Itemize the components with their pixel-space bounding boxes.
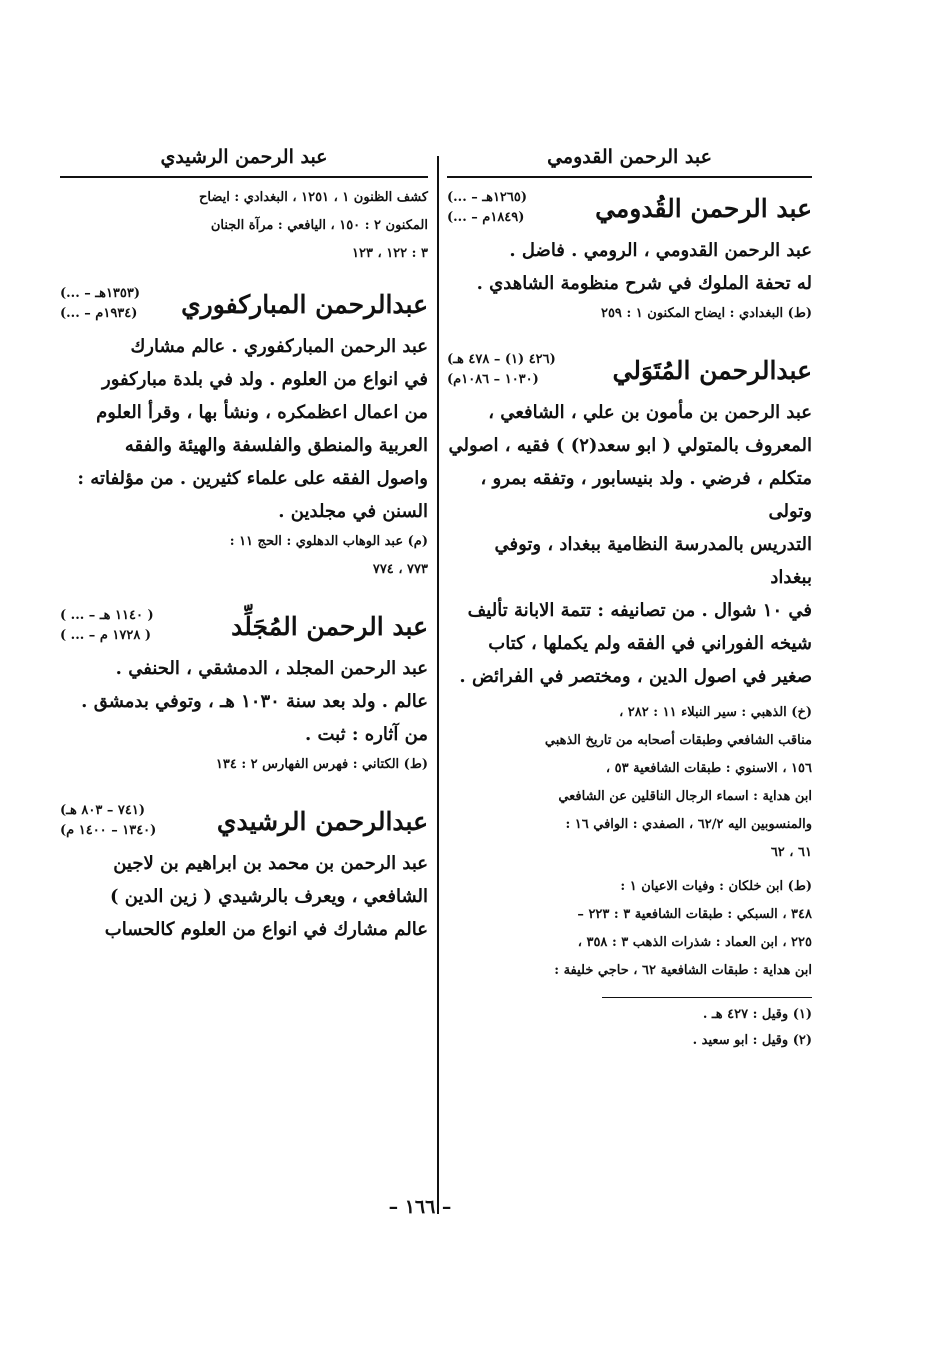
entry-name: عبدالرحمن المُتَوَلي bbox=[612, 355, 812, 385]
left-column bbox=[60, 146, 428, 946]
entry-source-line: ابن هداية : اسماء الرجال الناقلين عن الشافعي bbox=[558, 789, 812, 804]
entry-title bbox=[447, 188, 812, 228]
entry-source-line: (م) عبد الوهاب الدهلوي : الحج ١١ : bbox=[229, 534, 428, 549]
entry-dates bbox=[60, 284, 140, 324]
entry-body-line: من اعمال اعظمكره ، ونشأ بها ، وقرأ العلوم bbox=[96, 402, 428, 423]
entry-source-line: ١٥٦ ، الاسنوي : طبقات الشافعية ٥٣ ، bbox=[605, 761, 812, 776]
entry-source-line: (ط) الكتاني : فهرس الفهارس ٢ : ١٣٤ bbox=[215, 757, 428, 772]
entry-dates-gregorian: ( ... – ١٧٢٨ م ) bbox=[60, 628, 152, 643]
entry-body-line: عبد الرحمن المباركفوري . عالم مشارك bbox=[130, 336, 428, 357]
entry-body-line: في انواع من العلوم . ولد في بلدة مباركفور bbox=[102, 369, 428, 390]
entry-dates-gregorian: (... – ١٩٣٤م) bbox=[60, 306, 138, 321]
entry-dates-gregorian: (... – ١٨٤٩م) bbox=[447, 210, 525, 225]
entry-dates-hijri: (٤٢٦ (١) – ٤٧٨ هـ) bbox=[447, 352, 556, 367]
entry-title bbox=[60, 801, 428, 841]
right-column bbox=[447, 146, 812, 1054]
entry-body-line: عالم . ولد بعد سنة ١٠٣٠ هـ ، وتوفي بدمشق . bbox=[81, 691, 428, 712]
column-divider bbox=[437, 156, 439, 1214]
entry-dates-gregorian: (١٣٤٠ – ١٤٠٠ م) bbox=[60, 823, 157, 838]
entry-name: عبد الرحمن القُدومي bbox=[595, 193, 812, 223]
entry-body-line: عبد الرحمن القدومي ، الرومي . فاضل . bbox=[509, 240, 812, 261]
entry-dates bbox=[60, 606, 154, 646]
entry-source-line: ٦١ ، ٦٢ bbox=[770, 845, 812, 860]
entry-name: عبدالرحمن الرشيدي bbox=[216, 806, 428, 836]
entry-dates-hijri: (... – ١٣٥٣هـ) bbox=[60, 286, 141, 301]
entry-body-line: عبد الرحمن بن محمد بن ابراهيم بن لاجين bbox=[113, 853, 428, 874]
footnote-rule bbox=[602, 997, 812, 998]
entry-dates bbox=[60, 801, 156, 841]
entry-body-line: في ١٠ شوال . من تصانيفه : تتمة الابانة تأليف bbox=[467, 600, 812, 621]
entry-source-line: (ط) البغدادي : ايضاح المكنون ١ : ٢٥٩ bbox=[600, 306, 812, 321]
entry-body-line: التدريس بالمدرسة النظامية ببغداد ، وتوفي ببغداد bbox=[494, 534, 812, 588]
header-rule bbox=[60, 176, 428, 178]
entry-title bbox=[60, 284, 428, 324]
left-running-header: عبد الرحمن الرشيدي bbox=[160, 146, 328, 168]
page-number: – ١٦٦ – bbox=[388, 1196, 452, 1218]
entry-dates bbox=[447, 350, 556, 390]
continuation-line: ٣ : ١٢٢ ، ١٢٣ bbox=[352, 246, 428, 261]
entry-name: عبدالرحمن المباركفوري bbox=[181, 289, 428, 319]
header-rule bbox=[447, 176, 812, 178]
entry-dates bbox=[447, 188, 527, 228]
entry-body-line: شيخه الفوراني في الفقه ولم يكملها ، كتاب bbox=[488, 633, 812, 654]
entry-body-line: الشافعي ، ويعرف بالرشيدي ( زين الدين ) bbox=[109, 886, 428, 907]
entry-source-line: ابن هداية : طبقات الشافعية ٦٢ ، حاجي خليفة : bbox=[554, 963, 812, 978]
right-running-header: عبد الرحمن القدومي bbox=[547, 146, 712, 168]
entry-source-line: والمنسوبين اليه ٦٢/٢ ، الصفدي : الوافي ١٦ : bbox=[565, 817, 812, 832]
entry-source-line: (ط) ابن خلكان : وفيات الاعيان ١ : bbox=[620, 879, 812, 894]
footnote: (٢) وقيل : ابو سعيد . bbox=[692, 1033, 812, 1048]
continuation-line: المكنون ٢ : ١٥٠ ، اليافعي : مرآة الجنان bbox=[210, 218, 428, 233]
entry-source-line: ٢٢٥ ، ابن العماد : شذرات الذهب ٣ : ٣٥٨ ، bbox=[577, 935, 812, 950]
entry-body-line: عبد الرحمن المجلد ، الدمشقي ، الحنفي . bbox=[115, 658, 428, 679]
entry-dates-hijri: (... – ١٢٦٥هـ) bbox=[447, 190, 528, 205]
entry-title bbox=[60, 606, 428, 646]
entry-body-line: عالم مشارك في انواع من العلوم كالحساب bbox=[104, 919, 428, 940]
entry-source-line: ٧٧٣ ، ٧٧٤ bbox=[372, 562, 428, 577]
entry-dates-hijri: ( ... – ١١٤٠ هـ ) bbox=[60, 608, 154, 623]
continuation-line: كشف الظنون ١ ، ١٢٥١ ، البغدادي : ايضاح bbox=[198, 190, 428, 205]
entry-body-line: العربية والمنطق والفلسفة والهيئة والفقه bbox=[124, 435, 428, 456]
entry-source-line: مناقب الشافعي وطبقات أصحابه من تاريخ الذهبي bbox=[544, 733, 812, 748]
entry-body-line: عبد الرحمن بن مأمون بن علي ، الشافعي ، bbox=[488, 402, 812, 423]
entry-body-line: واصول الفقه على علماء كثيرين . من مؤلفاته : bbox=[77, 468, 428, 489]
entry-source-line: ٣٤٨ ، السبكي : طبقات الشافعية ٣ : ٢٢٣ – bbox=[577, 907, 812, 922]
entry-body-line: المعروف بالمتولي ( ابو سعد(٢) ) فقيه ، اصولي bbox=[448, 435, 812, 456]
entry-body-line: صغير في اصول الدين ، ومختصر في الفرائض . bbox=[459, 666, 812, 687]
entry-title bbox=[447, 350, 812, 390]
entry-dates-hijri: (٧٤١ – ٨٠٣ هـ) bbox=[60, 803, 145, 818]
entry-dates-gregorian: (١٠٣٠ – ١٠٨٦م) bbox=[447, 372, 539, 387]
entry-name: عبد الرحمن المُجَلِّد bbox=[231, 611, 428, 641]
footnote: (١) وقيل : ٤٢٧ هـ . bbox=[702, 1007, 812, 1022]
entry-body-line: السنن في مجلدين . bbox=[278, 501, 428, 522]
entry-body-line: من آثاره : ثبت . bbox=[304, 724, 428, 745]
entry-body-line: له تحفة الملوك في شرح منظومة الشاهدي . bbox=[476, 273, 812, 294]
entry-source-line: (خ) الذهبي : سير النبلاء ١١ : ٢٨٢ ، bbox=[619, 705, 812, 720]
entry-body-line: متكلم ، فرضي . ولد بنيسابور ، وتفقه بمرو ، وتولى bbox=[480, 468, 812, 522]
